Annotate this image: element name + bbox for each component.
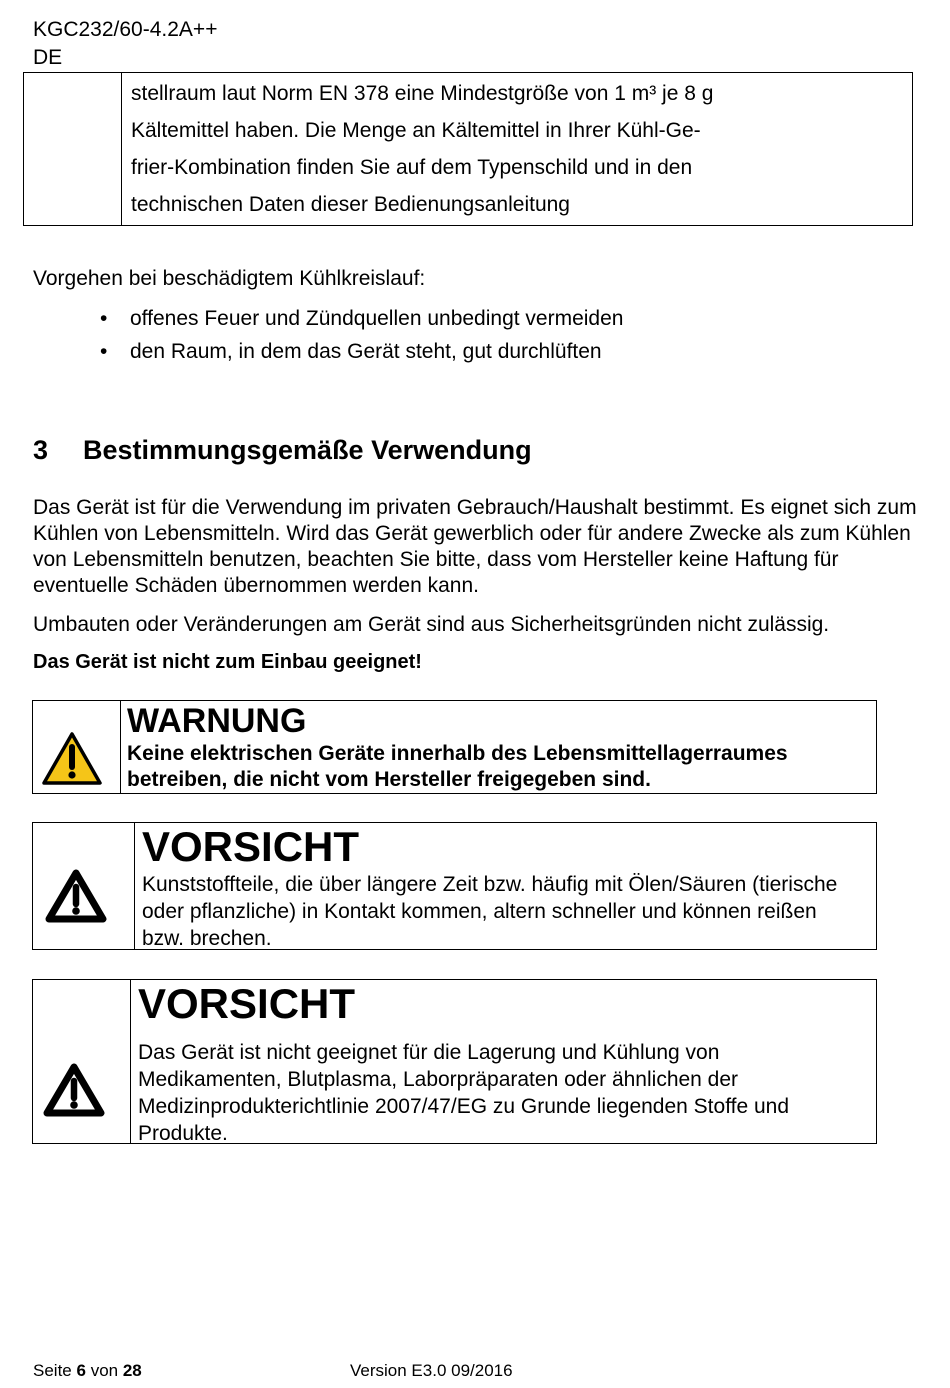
caution-box xyxy=(32,979,877,1144)
document-version: Version E3.0 09/2016 xyxy=(350,1361,513,1380)
warning-triangle-icon xyxy=(45,869,107,923)
caution-text: Das Gerät ist nicht geeignet für die Lagerung und Kühlung von Medikamenten, Blutplasma, Laborpräparaten oder ähnlichen der Medizinprodukterichtlinie 2007/47/EG zu Grunde liegenden Stoffe und Produkte. xyxy=(138,1041,790,1145)
warning-triangle-yellow-icon xyxy=(41,731,103,787)
warning-text: Keine elektrischen Geräte innerhalb des Lebensmittellagerraumes betreiben, die nicht vom Hersteller freigegeben sind. xyxy=(127,742,788,791)
continuation-line: stellraum laut Norm EN 378 eine Mindestgröße von 1 m³ je 8 g xyxy=(131,82,714,105)
page-separator: von xyxy=(90,1361,119,1380)
bullet-symbol: • xyxy=(100,307,108,330)
caution-title: VORSICHT xyxy=(142,823,360,870)
box-divider xyxy=(130,980,131,1143)
caution-title: VORSICHT xyxy=(138,980,356,1027)
page-current: 6 xyxy=(76,1361,86,1380)
caution-text: Kunststoffteile, die über längere Zeit bzw. häufig mit Ölen/Säuren (tierische oder pflanzliche) in Kontakt kommen, altern schneller und können reißen bzw. brechen. xyxy=(142,873,838,950)
continuation-line: technischen Daten dieser Bedienungsanleitung xyxy=(131,193,570,216)
box-divider xyxy=(134,823,135,949)
table-divider xyxy=(121,73,122,225)
warning-triangle-icon xyxy=(43,1063,105,1117)
continuation-line: Kältemittel haben. Die Menge an Kältemittel in Ihrer Kühl-Ge- xyxy=(131,119,701,142)
section-paragraph: Umbauten oder Veränderungen am Gerät sind aus Sicherheitsgründen nicht zulässig. xyxy=(33,613,830,636)
continuation-text xyxy=(131,75,901,223)
header-language: DE xyxy=(33,46,63,69)
header-model: KGC232/60-4.2A++ xyxy=(33,18,218,41)
continuation-line: frier-Kombination finden Sie auf dem Typenschild und in den xyxy=(131,156,693,179)
section-paragraph: Das Gerät ist für die Verwendung im privaten Gebrauch/Haushalt bestimmt. Es eignet sich zum Kühlen von Lebensmitteln. Wird das Gerät gewerblich oder für andere Zwecke als zum Kühlen von Lebensmitteln benutzen, beachten Sie bitte, dass vom Hersteller keine Haftung für eventuelle Schäden übernommen werden kann. xyxy=(33,496,917,597)
warning-box xyxy=(32,700,877,794)
section-title: Bestimmungsgemäße Verwendung xyxy=(83,435,532,465)
caution-box xyxy=(32,822,877,950)
continuation-table xyxy=(23,72,913,226)
damage-procedure-intro: Vorgehen bei beschädigtem Kühlkreislauf: xyxy=(33,267,426,290)
page-number xyxy=(33,1361,142,1381)
box-divider xyxy=(120,701,121,793)
page-prefix: Seite xyxy=(33,1361,72,1380)
warning-title: WARNUNG xyxy=(127,702,307,740)
list-item: offenes Feuer und Zündquellen unbedingt vermeiden xyxy=(130,307,624,330)
page-total: 28 xyxy=(122,1361,142,1380)
bullet-symbol: • xyxy=(100,340,108,363)
section-notice: Das Gerät ist nicht zum Einbau geeignet! xyxy=(33,651,422,673)
section-number: 3 xyxy=(33,435,49,465)
list-item: den Raum, in dem das Gerät steht, gut durchlüften xyxy=(130,340,602,363)
